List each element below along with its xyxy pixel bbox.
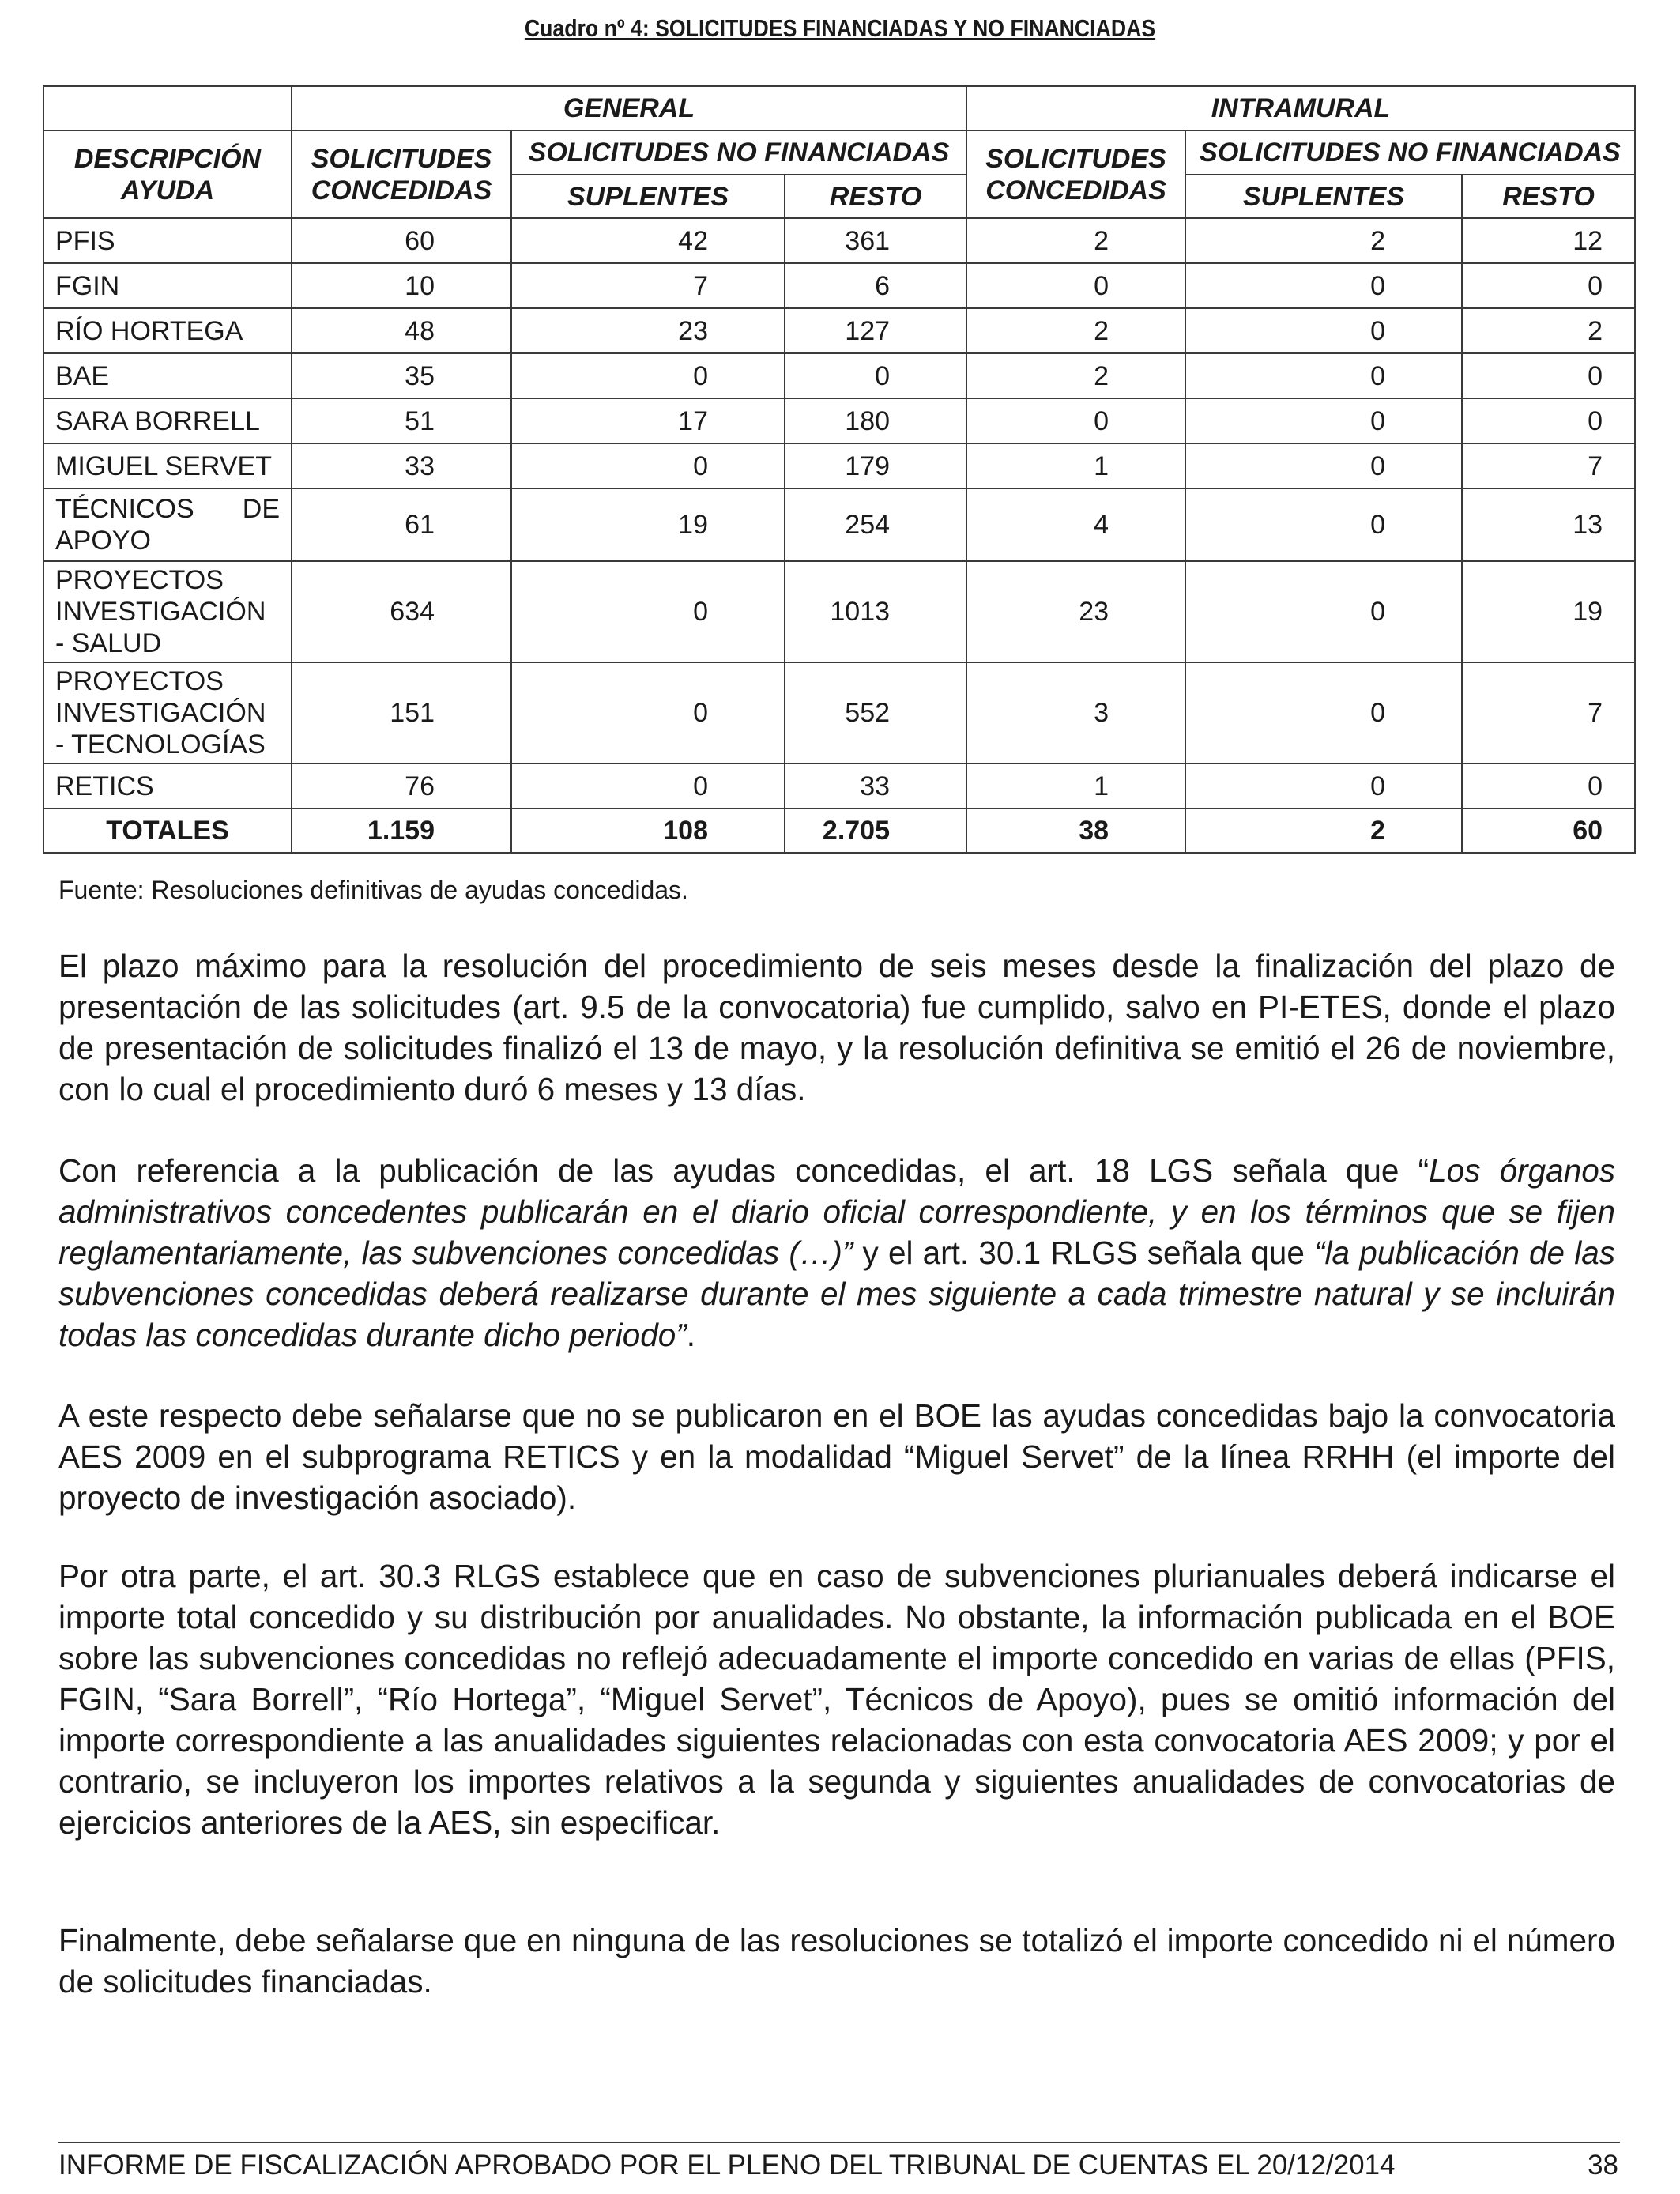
table-title: Cuadro nº 4: SOLICITUDES FINANCIADAS Y NO FINANCIADAS: [524, 14, 1156, 42]
cell-intramural-resto: 0: [1462, 263, 1635, 308]
header-intramural-resto: RESTO: [1462, 175, 1635, 218]
cell-general-suplentes: 19: [511, 488, 785, 561]
cell-general-resto: 180: [785, 398, 966, 443]
cell-intramural-suplentes: 0: [1185, 662, 1462, 763]
cell-intramural-concedidas: 2: [966, 308, 1185, 353]
cell-general-resto: 1013: [785, 561, 966, 662]
source-note: Fuente: Resoluciones definitivas de ayudas concedidas.: [58, 876, 688, 904]
cell-desc: PFIS: [43, 218, 292, 263]
cell-general-concedidas: 10: [292, 263, 511, 308]
cell-intramural-suplentes: 0: [1185, 308, 1462, 353]
cell-intramural-concedidas: 2: [966, 218, 1185, 263]
table-row: [43, 443, 1635, 488]
cell-general-resto: 127: [785, 308, 966, 353]
cell-desc: BAE: [43, 353, 292, 398]
cell-intramural-resto: 7: [1462, 662, 1635, 763]
cell-general-concedidas: 151: [292, 662, 511, 763]
table-row: [43, 763, 1635, 809]
cell-general-suplentes: 23: [511, 308, 785, 353]
cell-general-resto: 33: [785, 763, 966, 809]
cell-desc: TÉCNICOS DE APOYO: [43, 488, 292, 561]
cell-intramural-concedidas: 1: [966, 763, 1185, 809]
cell-general-resto: 361: [785, 218, 966, 263]
cell-desc: SARA BORRELL: [43, 398, 292, 443]
paragraph-plazo: El plazo máximo para la resolución del procedimiento de seis meses desde la finalización del plazo de presentación de las solicitudes (art. 9.5 de la convocatoria) fue cumplido, salvo en PI-ETES, donde el plazo de presentación de solicitudes finalizó el 13 de mayo, y la resolución definitiva se emitió el 26 de noviembre, con lo cual el procedimiento duró 6 meses y 13 días.: [58, 948, 1615, 1107]
paragraph-boe: A este respecto debe señalarse que no se publicaron en el BOE las ayudas concedidas bajo la convocatoria AES 2009 en el subprograma RETICS y en la modalidad “Miguel Servet” de la línea RRHH (el importe del proyecto de investigación asociado).: [58, 1397, 1615, 1516]
header-intramural-suplentes: SUPLENTES: [1185, 175, 1462, 218]
paragraph-publicacion: [58, 1150, 1615, 1355]
cell-desc: RETICS: [43, 763, 292, 809]
header-general: GENERAL: [292, 86, 966, 130]
cell-general-suplentes: 17: [511, 398, 785, 443]
paragraph-publicacion-part: .: [686, 1317, 696, 1353]
cell-intramural-concedidas: 3: [966, 662, 1185, 763]
cell-desc: MIGUEL SERVET: [43, 443, 292, 488]
cell-desc: RÍO HORTEGA: [43, 308, 292, 353]
header-general-resto: RESTO: [785, 175, 966, 218]
cell-desc: PROYECTOS INVESTIGACIÓN - TECNOLOGÍAS: [43, 662, 292, 763]
cell-general-suplentes: 0: [511, 561, 785, 662]
table-row: [43, 662, 1635, 763]
cell-general-suplentes: 7: [511, 263, 785, 308]
header-intramural-concedidas: SOLICITUDES CONCEDIDAS: [966, 130, 1185, 218]
cell-desc: PROYECTOS INVESTIGACIÓN - SALUD: [43, 561, 292, 662]
cell-desc: FGIN: [43, 263, 292, 308]
cell-intramural-suplentes: 2: [1185, 218, 1462, 263]
table-row: [43, 218, 1635, 263]
cell-intramural-concedidas: 2: [966, 353, 1185, 398]
cell-general-suplentes: 0: [511, 443, 785, 488]
cell-intramural-concedidas: 4: [966, 488, 1185, 561]
cell-intramural-resto: 0: [1462, 353, 1635, 398]
totals-row: [43, 809, 1635, 853]
cell-intramural-suplentes: 0: [1185, 488, 1462, 561]
cell-total-intramural-suplentes: 2: [1185, 809, 1462, 853]
header-general-concedidas: SOLICITUDES CONCEDIDAS: [292, 130, 511, 218]
footer-report-title: INFORME DE FISCALIZACIÓN APROBADO POR EL PLENO DEL TRIBUNAL DE CUENTAS EL 20/12/2014: [58, 2150, 1396, 2181]
header-intramural: INTRAMURAL: [966, 86, 1635, 130]
cell-intramural-suplentes: 0: [1185, 263, 1462, 308]
cell-general-concedidas: 61: [292, 488, 511, 561]
cell-general-resto: 0: [785, 353, 966, 398]
table-row: [43, 488, 1635, 561]
cell-general-concedidas: 33: [292, 443, 511, 488]
cell-intramural-resto: 0: [1462, 398, 1635, 443]
cell-total-general-concedidas: 1.159: [292, 809, 511, 853]
cell-intramural-resto: 2: [1462, 308, 1635, 353]
cell-intramural-resto: 13: [1462, 488, 1635, 561]
table-row: [43, 353, 1635, 398]
cell-general-concedidas: 76: [292, 763, 511, 809]
cell-intramural-suplentes: 0: [1185, 763, 1462, 809]
paragraph-publicacion-part: Con referencia a la publicación de las ayudas concedidas, el art. 18 LGS señala que “: [58, 1152, 1430, 1189]
cell-intramural-resto: 7: [1462, 443, 1635, 488]
quote-lgs: Los órganos administrativos concedentes publicarán en el diario oficial correspondiente, y en los términos que se fijen reglamentariamente, las subvenciones concedidas (…)”: [58, 1152, 1615, 1271]
footer-divider: [58, 2142, 1620, 2143]
cell-intramural-suplentes: 0: [1185, 398, 1462, 443]
header-descripcion: DESCRIPCIÓN AYUDA: [43, 130, 292, 218]
cell-intramural-resto: 0: [1462, 763, 1635, 809]
header-general-suplentes: SUPLENTES: [511, 175, 785, 218]
page-number: 38: [1588, 2150, 1618, 2181]
cell-total-general-suplentes: 108: [511, 809, 785, 853]
cell-general-resto: 254: [785, 488, 966, 561]
requests-table: [43, 85, 1636, 854]
paragraph-publicacion-part: y el art. 30.1 RLGS señala que: [853, 1235, 1315, 1271]
cell-general-concedidas: 48: [292, 308, 511, 353]
cell-intramural-resto: 12: [1462, 218, 1635, 263]
cell-general-suplentes: 0: [511, 662, 785, 763]
cell-general-concedidas: 60: [292, 218, 511, 263]
table-row: [43, 398, 1635, 443]
cell-totales-label: TOTALES: [43, 809, 292, 853]
paragraph-plurianuales: Por otra parte, el art. 30.3 RLGS establece que en caso de subvenciones plurianuales deberá indicarse el importe total concedido y su distribución por anualidades. No obstante, la información publicada en el BOE sobre las subvenciones concedidas no reflejó adecuadamente el importe concedido en varias de ellas (PFIS, FGIN, “Sara Borrell”, “Río Hortega”, “Miguel Servet”, Técnicos de Apoyo), pues se omitió información del importe correspondiente a las anualidades siguientes relacionadas con esta convocatoria AES 2009; y por el contrario, se incluyeron los importes relativos a la segunda y siguientes anualidades de convocatorias de ejercicios anteriores de la AES, sin especificar.: [58, 1558, 1615, 1841]
cell-intramural-resto: 19: [1462, 561, 1635, 662]
cell-general-suplentes: 0: [511, 353, 785, 398]
cell-intramural-suplentes: 0: [1185, 443, 1462, 488]
cell-intramural-concedidas: 23: [966, 561, 1185, 662]
header-blank: [43, 86, 292, 130]
header-intramural-no-financiadas: SOLICITUDES NO FINANCIADAS: [1185, 130, 1635, 175]
cell-intramural-suplentes: 0: [1185, 353, 1462, 398]
cell-general-concedidas: 51: [292, 398, 511, 443]
table-row: [43, 263, 1635, 308]
paragraph-finalmente: Finalmente, debe señalarse que en ninguna de las resoluciones se totalizó el importe concedido ni el número de solicitudes financiadas.: [58, 1922, 1615, 2000]
cell-intramural-suplentes: 0: [1185, 561, 1462, 662]
cell-general-concedidas: 634: [292, 561, 511, 662]
cell-general-resto: 6: [785, 263, 966, 308]
header-general-no-financiadas: SOLICITUDES NO FINANCIADAS: [511, 130, 966, 175]
cell-intramural-concedidas: 1: [966, 443, 1185, 488]
cell-total-general-resto: 2.705: [785, 809, 966, 853]
cell-intramural-concedidas: 0: [966, 398, 1185, 443]
table-row: [43, 561, 1635, 662]
cell-general-resto: 552: [785, 662, 966, 763]
cell-intramural-concedidas: 0: [966, 263, 1185, 308]
cell-general-resto: 179: [785, 443, 966, 488]
cell-general-suplentes: 42: [511, 218, 785, 263]
cell-total-intramural-concedidas: 38: [966, 809, 1185, 853]
cell-general-concedidas: 35: [292, 353, 511, 398]
table-row: [43, 308, 1635, 353]
quote-rlgs: “la publicación de las subvenciones concedidas deberá realizarse durante el mes siguiente a cada trimestre natural y se incluirán todas las concedidas durante dicho periodo”: [58, 1235, 1615, 1353]
cell-general-suplentes: 0: [511, 763, 785, 809]
cell-total-intramural-resto: 60: [1462, 809, 1635, 853]
